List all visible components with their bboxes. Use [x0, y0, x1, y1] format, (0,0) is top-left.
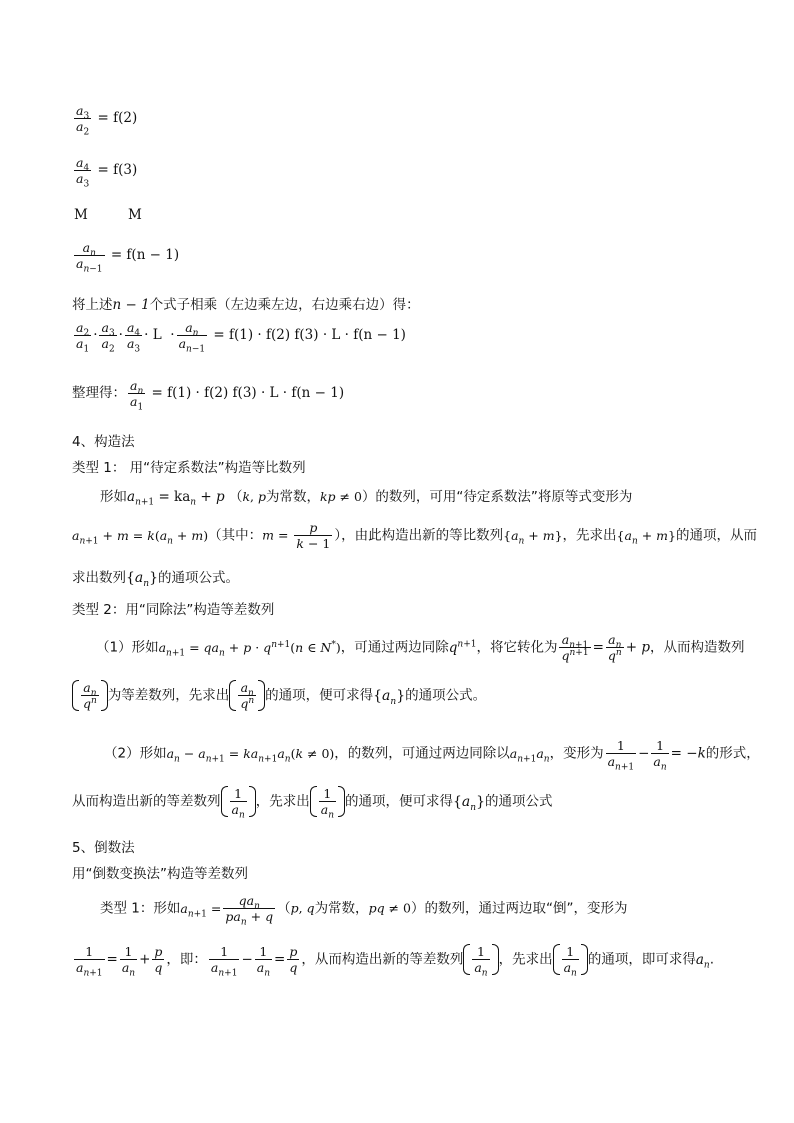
text-span: ）的数列，通过两边取“倒”，变形为: [410, 900, 628, 917]
text-span: ，先求出: [498, 951, 553, 968]
ratio-an-an1-rhs: = f(n − 1): [110, 247, 180, 263]
text-span: 的通项公式: [485, 793, 553, 810]
text-span: 的通项，便可求得: [345, 793, 453, 810]
ratio-an-an1: $\frac{a_n}{a_{n-1}}$ = f(n − 1): [76, 240, 180, 275]
text-span: ，变形为: [549, 745, 604, 762]
text-span: （1）形如: [96, 639, 159, 656]
section-4-heading: 4、构造法: [72, 434, 135, 450]
text-span: （2）形如: [104, 745, 167, 762]
text-span: 将上述: [72, 297, 113, 313]
text-span: 的通项公式。: [405, 687, 487, 704]
text-span: 从而构造出新的等差数列: [72, 793, 221, 810]
text-span: ，从而构造出新的等差数列: [301, 951, 464, 968]
product-equation: $\frac{a_2}{a_1}$ · $\frac{a_3}{a_2}$ · $\frac{a_4}{a_3}$ · L · $\frac{a_n}{a_{n-1}}$ = f(1) · f(2) f(3) · L · f(n − 1): [76, 320, 406, 355]
section-5-subtitle: 用“倒数变换法”构造等差数列: [72, 866, 248, 882]
text-span: 的形式，: [705, 745, 760, 762]
ratio-a4-a3: $\frac{a_4}{a_3}$ = f(3): [76, 155, 138, 190]
ratio-a3-a2-rhs: = f(2): [97, 110, 138, 126]
text-span: （: [228, 489, 243, 505]
text-span: ，的数列，可通过两边同除以: [334, 745, 510, 762]
text-span: 为等差数列，先求出: [107, 687, 230, 704]
text-span: ，先求出: [562, 527, 617, 544]
ratio-a4-a3-rhs: = f(3): [97, 162, 138, 178]
section-4-type1-title: 类型 1： 用“待定系数法”构造等比数列: [72, 460, 306, 476]
section-4-type1-p1: 形如$a_{n+1} = ka_n + p$ （k, p为常数，kp ≠ 0）的数列，可用“待定系数法”将原等式变形为: [100, 489, 633, 508]
section-4-type2-p3: （2）形如$a_n - a_{n+1} = ka_{n+1}a_n(k \ne 0)$，的数列，可通过两边同除以$a_{n+1}a_n$，变形为 $\frac{1}{a_{n+1}}$ − $\frac{1}{a_n}$ = −k的形式，: [104, 738, 760, 773]
text-span: ），由此构造出新的等比数列: [334, 527, 504, 544]
section-4-type2-p4: 从而构造出新的等差数列 $\frac{1}{a_n}$ ，先求出 $\frac{1}{a_n}$ 的通项，便可求得$\{a_n\}$的通项公式: [72, 786, 553, 821]
text-span: 的通项，便可求得: [265, 687, 374, 704]
text-span: ，可通过两边同除: [340, 639, 449, 656]
text-span: .: [709, 951, 714, 968]
result-equation: 整理得： $\frac{a_n}{a_1}$ = f(1) · f(2) f(3) · L · f(n − 1): [72, 378, 345, 413]
multiply-sentence: [72, 293, 420, 313]
section-5-heading: 5、倒数法: [72, 840, 135, 856]
text-span: 的通项，从而: [675, 527, 757, 544]
text-span: 的通项，即可求得: [587, 951, 696, 968]
product-equation-rhs: = f(1) · f(2) f(3) · L · f(n − 1): [213, 327, 406, 343]
section-4-type2-p1: （1）形如$a_{n+1} = qa_n + p \cdot q^{n+1}(n$ ∈ N*)，可通过两边同除$q^{n+1}$，将它转化为 $\frac{a_{n+1}}{q^{n+1}}$ = $\frac{a_n}{q^n}$ + p，从而构造数列: [96, 632, 745, 663]
result-label: 整理得：: [72, 385, 126, 401]
text-span: 形如: [100, 489, 127, 505]
section-4-type2-title: 类型 2：用“同除法”构造等差数列: [72, 602, 275, 618]
text-span: 类型 1：形如: [100, 900, 181, 917]
text-span: （其中：: [208, 527, 263, 544]
ratio-a3-a2: $\frac{a_3}{a_2}$ = f(2): [76, 103, 138, 138]
text-span: ，先求出: [255, 793, 310, 810]
section-5-type1-p1: 类型 1：形如$a_{n+1}$ = $\frac{qa_n}{pa_n + q}$ （p, q为常数，pq ≠ 0）的数列，通过两边取“倒”，变形为: [100, 893, 628, 928]
section-5-type1-p2: $\frac{1}{a_{n+1}}$ = $\frac{1}{a_n}$ + $\frac{p}{q}$ ，即： $\frac{1}{a_{n+1}}$ − $\frac{1}{a_n}$ = $\frac{p}{q}$ ，从而构造出新的等差数列 $\frac{1}{a_n}$ ，先求出 $\frac{1}{a_n}$ 的通项，即可求得$a_n$.: [76, 944, 714, 979]
text-span: ）的数列，可用“待定系数法”将原等式变形为: [361, 489, 633, 505]
math-span: n − 1: [112, 297, 150, 313]
text-span: ，即：: [166, 951, 207, 968]
text-span: ，从而构造数列: [649, 639, 745, 656]
text-span: 个式子相乘（左边乘左边，右边乘右边）得：: [149, 297, 420, 313]
section-4-type1-p2: $a_{n+1} + m = k(a_n + m)$（其中：m = $\frac{p}{k - 1}$ ），由此构造出新的等比数列$\{a_n + m\}$，先求出$\{a_n + m\}$的通项，从而: [72, 520, 757, 551]
result-equation-rhs: = f(1) · f(2) f(3) · L · f(n − 1): [151, 385, 345, 401]
section-4-type2-p2: $\frac{a_n}{q^n}$ 为等差数列，先求出 $\frac{a_n}{q^n}$ 的通项，便可求得$\{a_n\}$的通项公式。: [72, 680, 486, 711]
text-span: 的通项公式。: [158, 570, 239, 586]
text-span: ，将它转化为: [476, 639, 558, 656]
text-span: 为常数，: [314, 900, 369, 917]
math-span: = ka: [158, 489, 191, 505]
text-span: 为常数，: [265, 489, 320, 505]
text-span: 求出数列: [72, 570, 126, 586]
section-4-type1-p3: 求出数列$\{a_n\}$的通项公式。: [72, 570, 239, 589]
vertical-dots-right: M: [128, 207, 142, 223]
vertical-dots-left: M: [74, 207, 88, 223]
text-span: （: [277, 900, 291, 917]
